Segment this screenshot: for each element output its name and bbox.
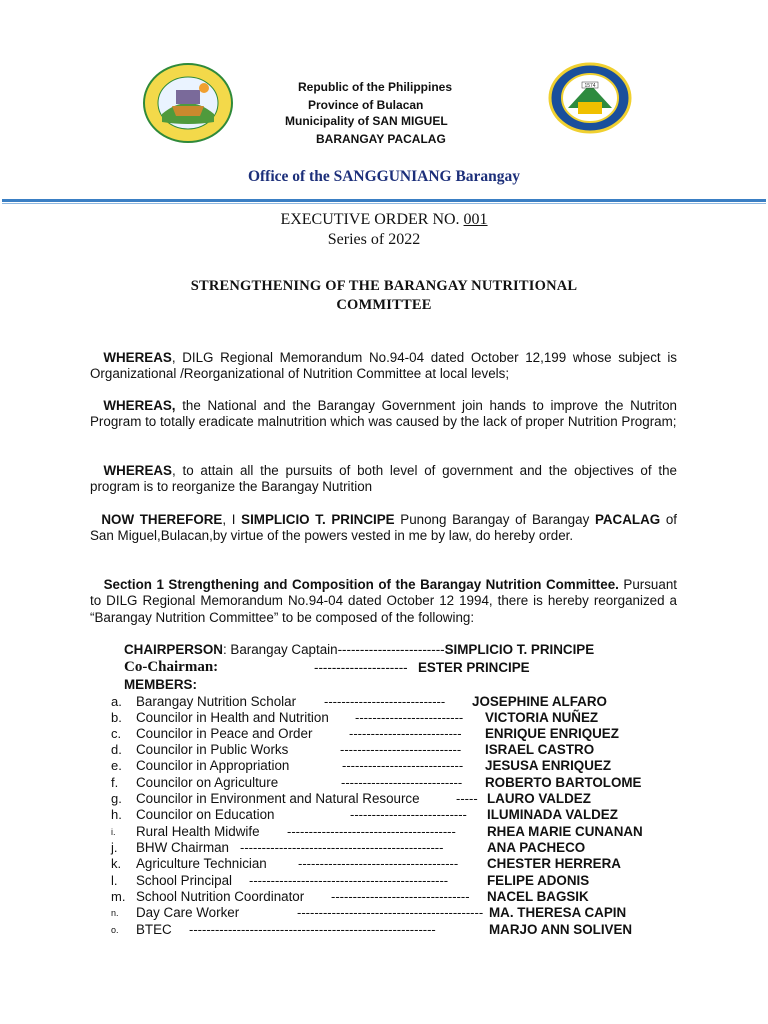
- member-row: [0, 889, 768, 905]
- member-role: School Principal: [136, 873, 233, 888]
- executive-order-prefix: EXECUTIVE ORDER NO.: [280, 211, 464, 228]
- member-dashes: ----------------------------: [341, 775, 463, 790]
- member-letter: a.: [111, 694, 122, 709]
- member-role: Rural Health Midwife: [136, 824, 260, 839]
- member-name: JESUSA ENRIQUEZ: [485, 758, 611, 773]
- member-name: MARJO ANN SOLIVEN: [489, 922, 633, 937]
- member-role: Day Care Worker: [136, 905, 240, 920]
- now-therefore-text-2: Punong Barangay of Barangay: [394, 512, 595, 527]
- now-therefore-text-3: of San Miguel,Bulacan,by virtue of the powers vested in me by law, do hereby order.: [90, 512, 677, 544]
- member-role: BHW Chairman: [136, 840, 230, 855]
- barangay-name: PACALAG: [594, 512, 661, 527]
- member-row: [0, 922, 768, 938]
- member-role: School Nutrition Coordinator: [136, 889, 305, 904]
- member-dashes: ----------------------------: [342, 758, 464, 773]
- member-role: BTEC: [136, 922, 172, 937]
- whereas-1-text: , DILG Regional Memorandum No.94-04 dated October 12,199 whose subject is Organizational /Reorganizational of Nutrition Committee at local levels;: [90, 350, 677, 382]
- co-chairman-label: Co-Chairman:: [124, 659, 219, 675]
- municipality-seal-logo: [548, 62, 632, 134]
- member-letter: b.: [111, 710, 122, 725]
- whereas-2-lead: WHEREAS,: [103, 398, 176, 413]
- member-dashes: -------------------------: [355, 710, 464, 725]
- member-row: [0, 758, 768, 774]
- member-role: Councilor in Health and Nutrition: [136, 710, 329, 725]
- member-name: ENRIQUE ENRIQUEZ: [485, 726, 619, 741]
- section-1-text: Pursuant to DILG Regional Memorandum No.94-04 dated October 12 1994, there is hereby reorganized a “Barangay Nutrition Committee” to be composed of the following:: [90, 577, 677, 625]
- header-republic: Republic of the Philippines: [298, 80, 453, 94]
- member-name: RHEA MARIE CUNANAN: [487, 824, 643, 839]
- member-letter: l.: [111, 873, 118, 888]
- member-name: JOSEPHINE ALFARO: [472, 694, 607, 709]
- header-municipality: Municipality of SAN MIGUEL: [285, 114, 448, 128]
- member-dashes: --------------------------------: [331, 889, 470, 904]
- member-row: [0, 791, 768, 807]
- now-therefore-lead: NOW THEREFORE: [101, 512, 223, 527]
- whereas-1-lead: WHEREAS: [103, 350, 172, 365]
- header-barangay: BARANGAY PACALAG: [316, 132, 446, 146]
- member-dashes: ---------------------------: [350, 807, 467, 822]
- member-row: [0, 856, 768, 872]
- member-name: ILUMINADA VALDEZ: [487, 807, 618, 822]
- now-therefore-text-1: , I: [222, 512, 242, 527]
- member-letter: n.: [111, 908, 119, 918]
- member-letter: e.: [111, 758, 122, 773]
- member-row: [0, 807, 768, 823]
- member-name: CHESTER HERRERA: [487, 856, 621, 871]
- member-dashes: ---------------------------------------------------------: [189, 922, 436, 937]
- order-title-line2: COMMITTEE: [336, 297, 432, 313]
- now-therefore-paragraph: [90, 512, 677, 545]
- section-1-paragraph: [90, 577, 677, 626]
- chairperson-role: : Barangay Captain: [222, 642, 338, 657]
- member-name: ISRAEL CASTRO: [485, 742, 595, 757]
- chairperson-name: SIMPLICIO T. PRINCIPE: [444, 642, 595, 657]
- member-dashes: -----------------------------------------------: [240, 840, 444, 855]
- member-role: Councilor on Education: [136, 807, 275, 822]
- member-role: Councilor in Public Works: [136, 742, 289, 757]
- member-dashes: ----------------------------: [324, 694, 446, 709]
- member-name: VICTORIA NUÑEZ: [485, 710, 599, 725]
- member-name: FELIPE ADONIS: [487, 873, 590, 888]
- executive-order-heading: [0, 211, 768, 229]
- members-label: MEMBERS:: [124, 677, 197, 692]
- member-letter: o.: [111, 925, 119, 935]
- member-letter: f.: [111, 775, 119, 790]
- co-chairman-dashes: ---------------------: [314, 660, 408, 675]
- punong-barangay-name: SIMPLICIO T. PRINCIPE: [241, 512, 395, 527]
- member-role: Agriculture Technician: [136, 856, 267, 871]
- whereas-paragraph-3: [90, 463, 677, 496]
- member-dashes: -------------------------------------: [298, 856, 459, 871]
- header-divider: [2, 199, 766, 202]
- member-row: [0, 840, 768, 856]
- member-dashes: --------------------------: [349, 726, 462, 741]
- member-letter: h.: [111, 807, 122, 822]
- whereas-2-text: the National and the Barangay Government join hands to improve the Nutriton Program to totally eradicate malnutrition which was caused by the lack of proper Nutrition Program;: [90, 398, 677, 430]
- member-row: [0, 775, 768, 791]
- order-title: [120, 277, 648, 315]
- member-role: Councilor in Environment and Natural Resource: [136, 791, 420, 806]
- member-name: ANA PACHECO: [487, 840, 586, 855]
- member-row: [0, 742, 768, 758]
- whereas-3-text: , to attain all the pursuits of both level of government and the objectives of the program is to reorganize the Barangay Nutrition: [90, 463, 677, 495]
- member-role: Councilor in Peace and Order: [136, 726, 313, 741]
- member-letter: j.: [111, 840, 118, 855]
- member-row: [0, 710, 768, 726]
- chairperson-row: [124, 642, 594, 657]
- co-chairman-name: ESTER PRINCIPE: [418, 660, 530, 675]
- seal-year-text: 1574: [584, 83, 596, 89]
- member-row: [0, 824, 768, 840]
- member-dashes: ---------------------------------------: [287, 824, 456, 839]
- whereas-paragraph-1: [90, 350, 677, 383]
- member-name: NACEL BAGSIK: [487, 889, 589, 904]
- member-letter: m.: [111, 889, 126, 904]
- executive-order-number: 001: [463, 211, 488, 228]
- member-role: Councilor on Agriculture: [136, 775, 279, 790]
- member-letter: k.: [111, 856, 122, 871]
- whereas-paragraph-2: [90, 398, 677, 431]
- barangay-seal-logo: [142, 62, 234, 144]
- office-title: Office of the SANGGUNIANG Barangay: [247, 168, 521, 185]
- section-1-lead: Section 1 Strengthening and Composition of the Barangay Nutrition Committee.: [103, 577, 619, 592]
- executive-order-series: Series of 2022: [327, 231, 421, 248]
- member-dashes: -------------------------------------------: [297, 905, 484, 920]
- order-title-line1: STRENGTHENING OF THE BARANGAY NUTRITIONAL: [190, 278, 578, 294]
- member-letter: d.: [111, 742, 122, 757]
- member-letter: c.: [111, 726, 122, 741]
- member-row: [0, 905, 768, 921]
- member-letter: g.: [111, 791, 122, 806]
- whereas-3-lead: WHEREAS: [103, 463, 172, 478]
- header-divider-thin: [2, 203, 766, 204]
- member-row: [0, 694, 768, 710]
- member-dashes: -----: [456, 791, 478, 806]
- header-province: Province of Bulacan: [308, 98, 424, 112]
- member-name: ROBERTO BARTOLOME: [485, 775, 642, 790]
- chairperson-dashes: ------------------------: [337, 642, 445, 657]
- member-letter: i.: [111, 827, 116, 837]
- member-row: [0, 726, 768, 742]
- member-row: [0, 873, 768, 889]
- member-dashes: ----------------------------: [340, 742, 462, 757]
- member-role: Councilor in Appropriation: [136, 758, 290, 773]
- member-dashes: ----------------------------------------------: [249, 873, 449, 888]
- member-name: MA. THERESA CAPIN: [489, 905, 627, 920]
- member-role: Barangay Nutrition Scholar: [136, 694, 297, 709]
- member-name: LAURO VALDEZ: [487, 791, 591, 806]
- chairperson-label: CHAIRPERSON: [124, 642, 223, 657]
